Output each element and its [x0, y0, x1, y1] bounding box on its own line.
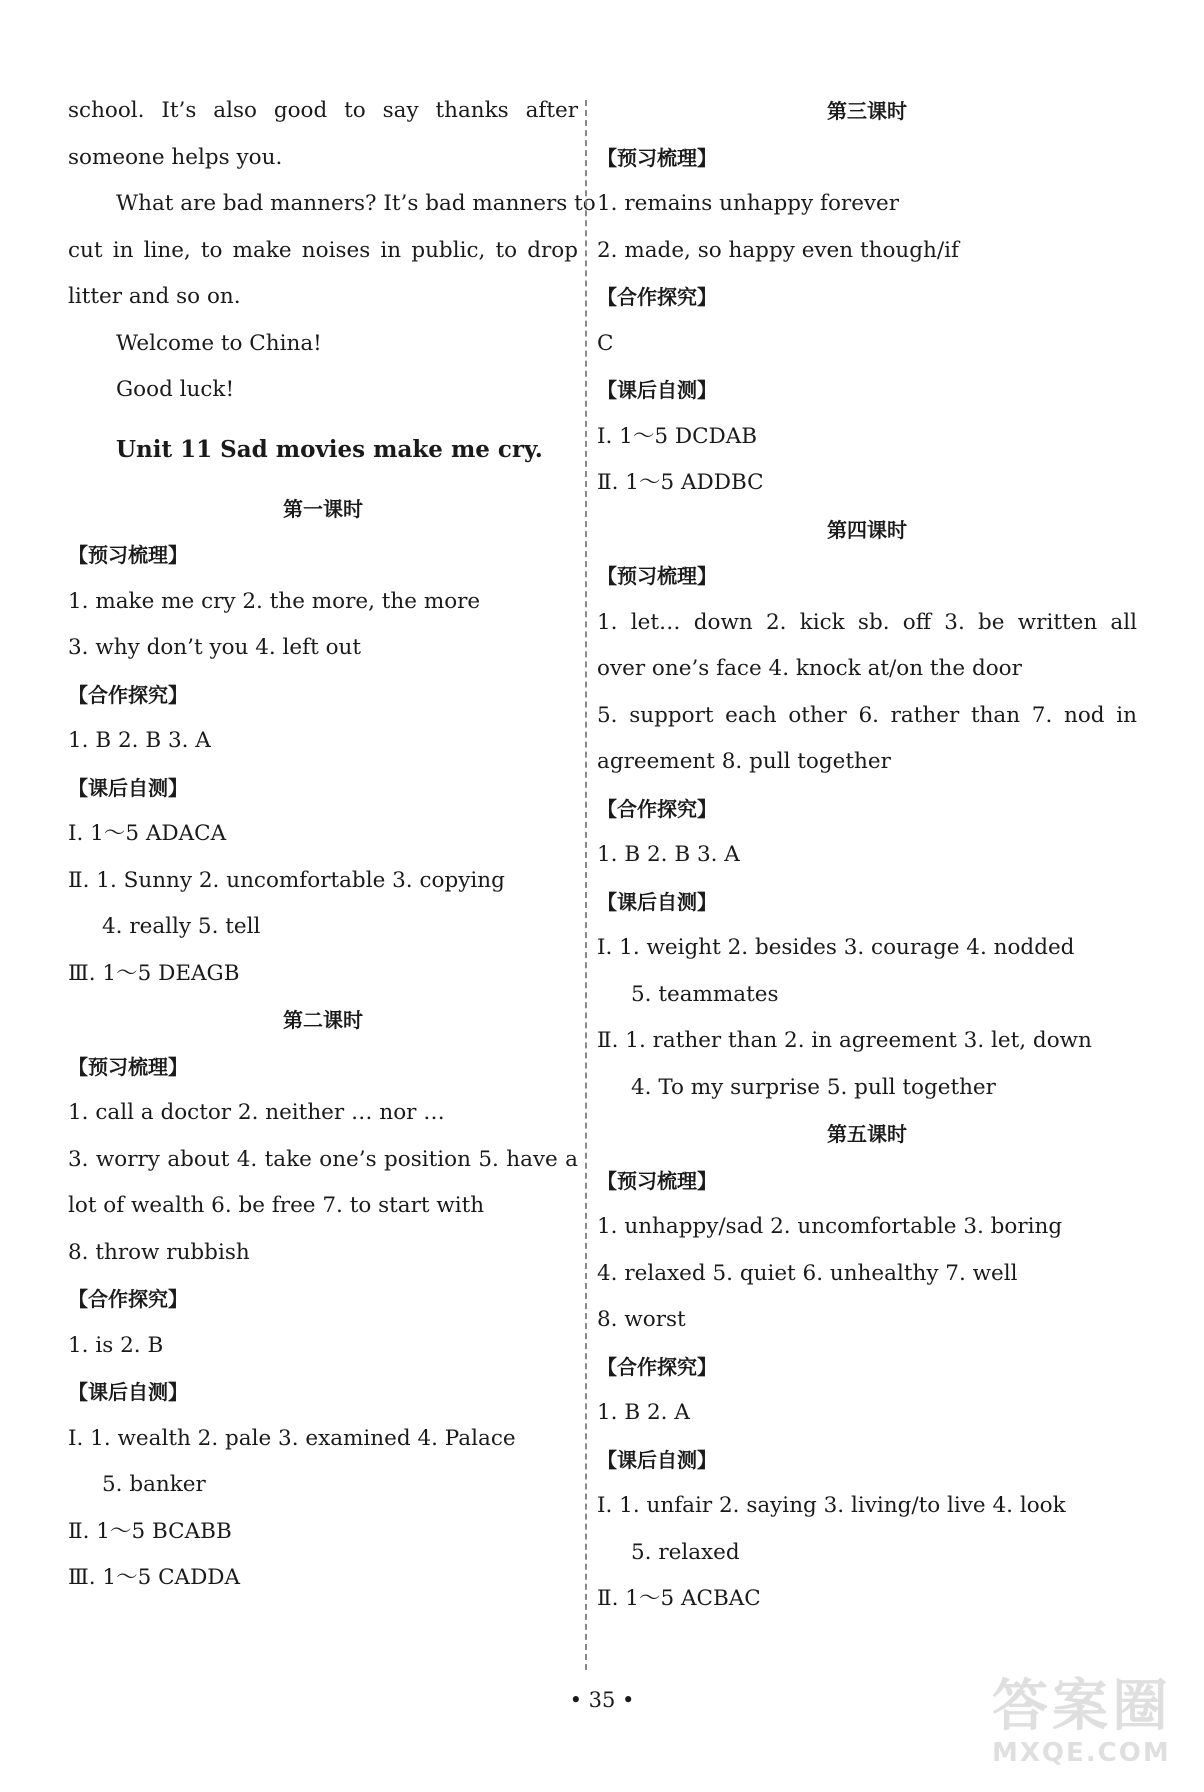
lesson-heading: 第一课时 [283, 496, 363, 521]
section-label-coop: 【合作探究】 [597, 796, 717, 821]
answer-line: 2. made, so happy even though/if [597, 237, 959, 263]
answer-line: 4. relaxed 5. quiet 6. unhealthy 7. well [597, 1260, 1018, 1286]
answer-line: Ⅱ. 1. Sunny 2. uncomfortable 3. copying [68, 867, 505, 893]
answer-line: Ⅲ. 1～5 DEAGB [68, 960, 240, 986]
answer-line: lot of wealth 6. be free 7. to start with [68, 1193, 485, 1218]
answer-line: 5. relaxed [631, 1539, 740, 1565]
answer-line: Ⅰ. 1～5 ADACA [68, 821, 227, 846]
answer-line: 3. worry about 4. take one’s position 5. have a [68, 1146, 578, 1172]
answer-line: 1. B 2. B 3. A [597, 842, 740, 867]
answer-line: 1. B 2. A [597, 1400, 690, 1425]
watermark-glyphs: 答案圈 [992, 1674, 1172, 1739]
answer-line: 5. teammates [631, 981, 779, 1007]
answer-line: Ⅰ. 1. weight 2. besides 3. courage 4. nodded [597, 935, 1075, 960]
text-line: cut in line, to make noises in public, to drop [68, 237, 578, 263]
watermark-site: MXQE.COM [992, 1738, 1171, 1768]
answer-line: Ⅱ. 1～5 BCABB [68, 1518, 232, 1544]
column-divider [585, 100, 587, 1670]
text-line: someone helps you. [68, 144, 283, 170]
lesson-heading: 第三课时 [827, 99, 907, 123]
answer-line: 4. really 5. tell [102, 914, 261, 939]
section-label-preview: 【预习梳理】 [597, 564, 717, 588]
answer-line: Ⅰ. 1. unfair 2. saying 3. living/to live 4. look [597, 1493, 1066, 1518]
text-line: litter and so on. [68, 284, 241, 309]
section-label-test: 【课后自测】 [597, 889, 717, 914]
section-label-preview: 【预习梳理】 [68, 1054, 188, 1079]
watermark-logo [992, 1676, 1192, 1786]
answer-line: 1. is 2. B [68, 1332, 164, 1358]
section-label-preview: 【预习梳理】 [597, 1168, 717, 1193]
text-line: What are bad manners? It’s bad manners to [116, 191, 596, 216]
answer-line: 1. call a doctor 2. neither … nor … [68, 1100, 445, 1125]
lesson-heading: 第四课时 [827, 517, 907, 542]
answer-line: agreement 8. pull together [597, 749, 891, 774]
answer-line: 1. make me cry 2. the more, the more [68, 588, 481, 614]
page-number: • 35 • [569, 1688, 635, 1712]
answer-line: Ⅰ. 1～5 DCDAB [597, 423, 758, 449]
right-column [597, 88, 1137, 1623]
section-label-coop: 【合作探究】 [68, 1287, 188, 1311]
unit-title: Unit 11 Sad movies make me cry. [116, 435, 543, 463]
answer-line: Ⅱ. 1～5 ACBAC [597, 1586, 761, 1611]
answer-line: 8. throw rubbish [68, 1239, 250, 1265]
answer-line: 4. To my surprise 5. pull together [631, 1074, 996, 1100]
lesson-heading: 第二课时 [283, 1008, 363, 1032]
answer-line: Ⅱ. 1～5 ADDBC [597, 470, 764, 495]
text-line: Good luck! [116, 377, 235, 402]
answer-line: 8. worst [597, 1307, 686, 1332]
answer-line: over one’s face 4. knock at/on the door [597, 656, 1022, 681]
left-column [68, 88, 596, 1602]
answer-line: Ⅲ. 1～5 CADDA [68, 1565, 241, 1590]
answer-line: C [597, 330, 614, 356]
section-label-test: 【课后自测】 [68, 1380, 188, 1404]
answer-line: 5. support each other 6. rather than 7. nod in [597, 702, 1137, 728]
section-label-test: 【课后自测】 [597, 1447, 717, 1472]
answer-line: 1. B 2. B 3. A [68, 728, 211, 753]
lesson-heading: 第五课时 [827, 1122, 907, 1146]
text-line: school. It’s also good to say thanks after [68, 98, 578, 123]
section-label-coop: 【合作探究】 [68, 682, 188, 707]
section-label-preview: 【预习梳理】 [597, 145, 717, 170]
answer-line: 1. let… down 2. kick sb. off 3. be written all [597, 609, 1137, 635]
text-line: Welcome to China! [116, 330, 322, 356]
section-label-preview: 【预习梳理】 [68, 543, 188, 567]
section-label-test: 【课后自测】 [597, 378, 717, 402]
answer-line: Ⅰ. 1. wealth 2. pale 3. examined 4. Palace [68, 1425, 516, 1451]
answer-line: 1. remains unhappy forever [597, 191, 900, 216]
section-label-coop: 【合作探究】 [597, 285, 717, 309]
section-label-test: 【课后自测】 [68, 775, 188, 800]
section-label-coop: 【合作探究】 [597, 1354, 717, 1379]
answer-line: 5. banker [102, 1472, 206, 1497]
answer-line: 3. why don’t you 4. left out [68, 635, 362, 660]
answer-line: 1. unhappy/sad 2. uncomfortable 3. boring [597, 1214, 1063, 1239]
answer-line: Ⅱ. 1. rather than 2. in agreement 3. let, down [597, 1028, 1092, 1053]
